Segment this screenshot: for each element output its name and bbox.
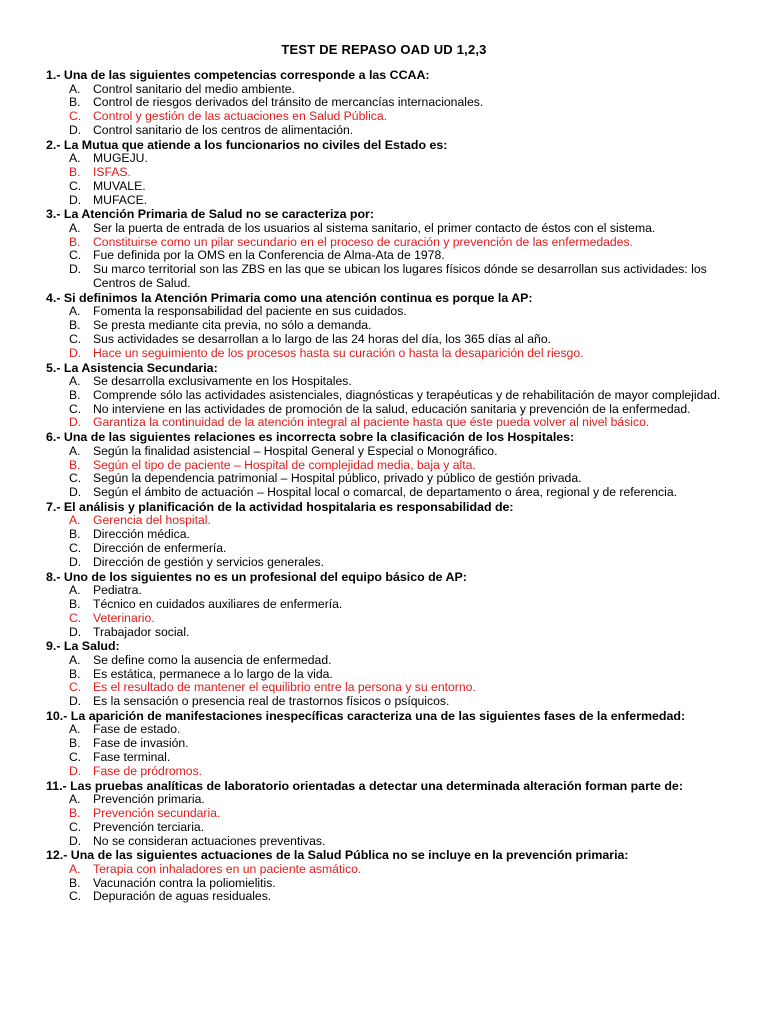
- answer-option: [46, 821, 736, 835]
- answer-option: [46, 598, 736, 612]
- answer-option: [46, 542, 736, 556]
- question-text: 12.- Una de las siguientes actuaciones de la Salud Pública no se incluye en la prevención primaria:: [46, 848, 629, 863]
- answer-option: [46, 263, 736, 291]
- question-block: [46, 500, 736, 570]
- option-letter: D.: [69, 122, 82, 137]
- question-text: 9.- La Salud:: [46, 639, 120, 654]
- option-letter: C.: [69, 109, 82, 124]
- option-letter: B.: [69, 736, 81, 751]
- option-text: Según la finalidad asistencial – Hospital General y Especial o Monográfico.: [93, 443, 498, 458]
- answer-option: [46, 528, 736, 542]
- question-text: 4.- Si definimos la Atención Primaria como una atención continua es porque la AP:: [46, 290, 533, 305]
- answer-option: [46, 222, 736, 236]
- question-block: [46, 68, 736, 138]
- answer-option: [46, 96, 736, 110]
- option-text: Según la dependencia patrimonial – Hospital público, privado y público de gestión privada.: [93, 471, 582, 486]
- option-letter: C.: [69, 401, 82, 416]
- option-letter: C.: [69, 819, 82, 834]
- option-letter: D.: [69, 415, 82, 430]
- option-text: Fase de estado.: [93, 722, 181, 737]
- answer-option-correct: [46, 416, 736, 430]
- answer-option-correct: [46, 514, 736, 528]
- answer-option: [46, 403, 736, 417]
- answer-option: [46, 389, 736, 403]
- option-text: Control sanitario del medio ambiente.: [93, 81, 295, 96]
- option-letter: B.: [69, 805, 81, 820]
- question-text: 3.- La Atención Primaria de Salud no se caracteriza por:: [46, 207, 374, 222]
- option-text: MUVALE.: [93, 178, 146, 193]
- answer-option: [46, 194, 736, 208]
- option-letter: D.: [69, 694, 82, 709]
- option-letter: D.: [69, 262, 82, 277]
- option-letter: A.: [69, 792, 81, 807]
- question-text: 6.- Una de las siguientes relaciones es incorrecta sobre la clasificación de los Hospitales:: [46, 430, 575, 445]
- option-text: Fomenta la responsabilidad del paciente en sus cuidados.: [93, 304, 407, 319]
- question-list: [46, 68, 736, 904]
- option-text: Ser la puerta de entrada de los usuarios al sistema sanitario, el primer contacto de éstos con el sistema.: [93, 220, 656, 235]
- answer-option: [46, 654, 736, 668]
- answer-option-correct: [46, 459, 736, 473]
- option-letter: A.: [69, 81, 81, 96]
- answer-option: [46, 319, 736, 333]
- option-text: Pediatra.: [93, 583, 142, 598]
- option-letter: C.: [69, 178, 82, 193]
- answer-option: [46, 668, 736, 682]
- answer-option: [46, 124, 736, 138]
- question-block: [46, 138, 736, 208]
- option-text: Técnico en cuidados auxiliares de enfermería.: [93, 596, 343, 611]
- option-letter: B.: [69, 666, 81, 681]
- option-letter: B.: [69, 596, 81, 611]
- option-letter: A.: [69, 443, 81, 458]
- option-text: Garantiza la continuidad de la atención integral al paciente hasta que éste pueda volver al nivel básico.: [93, 415, 650, 430]
- question-text: 8.- Uno de los siguientes no es un profesional del equipo básico de AP:: [46, 569, 467, 584]
- answer-option-correct: [46, 110, 736, 124]
- option-letter: D.: [69, 763, 82, 778]
- answer-option-correct: [46, 347, 736, 361]
- option-text: Trabajador social.: [93, 624, 190, 639]
- question-block: [46, 639, 736, 709]
- answer-option: [46, 83, 736, 97]
- option-text: ISFAS.: [93, 164, 131, 179]
- answer-option: [46, 751, 736, 765]
- question-block: [46, 779, 736, 849]
- answer-option: [46, 835, 736, 849]
- question-text: 11.- Las pruebas analíticas de laboratorio orientadas a detectar una determinada alteración forman parte de:: [46, 778, 683, 793]
- question-block: [46, 848, 736, 904]
- option-text: Según el tipo de paciente – Hospital de complejidad media, baja y alta.: [93, 457, 476, 472]
- option-text: No se consideran actuaciones preventivas.: [93, 833, 326, 848]
- answer-option: [46, 445, 736, 459]
- option-text: Prevención primaria.: [93, 792, 205, 807]
- answer-option: [46, 305, 736, 319]
- answer-option: [46, 556, 736, 570]
- option-text: Dirección de enfermería.: [93, 541, 227, 556]
- option-text: Prevención terciaria.: [93, 819, 205, 834]
- answer-option: [46, 472, 736, 486]
- answer-option: [46, 333, 736, 347]
- answer-option-correct: [46, 863, 736, 877]
- option-letter: B.: [69, 95, 81, 110]
- question-block: [46, 570, 736, 640]
- option-text: Vacunación contra la poliomielitis.: [93, 875, 276, 890]
- option-letter: C.: [69, 750, 82, 765]
- option-text: Fase de invasión.: [93, 736, 189, 751]
- option-text: Terapia con inhaladores en un paciente asmático.: [93, 861, 362, 876]
- option-text: Su marco territorial son las ZBS en las que se ubican los lugares físicos dónde se desarrollan sus actividades: los Centros de Salud.: [93, 262, 707, 291]
- question-text: 5.- La Asistencia Secundaria:: [46, 360, 218, 375]
- option-letter: D.: [69, 833, 82, 848]
- option-letter: A.: [69, 513, 81, 528]
- answer-option: [46, 793, 736, 807]
- question-block: [46, 207, 736, 290]
- answer-option-correct: [46, 681, 736, 695]
- option-text: Dirección médica.: [93, 527, 190, 542]
- answer-option-correct: [46, 236, 736, 250]
- option-text: MUGEJU.: [93, 151, 148, 166]
- option-text: Control sanitario de los centros de alimentación.: [93, 122, 354, 137]
- answer-option-correct: [46, 166, 736, 180]
- option-letter: B.: [69, 457, 81, 472]
- question-text: 7.- El análisis y planificación de la actividad hospitalaria es responsabilidad de:: [46, 499, 514, 514]
- option-text: Comprende sólo las actividades asistenciales, diagnósticas y terapéuticas y de rehabilitación de mayor complejidad.: [93, 387, 721, 402]
- option-letter: B.: [69, 875, 81, 890]
- answer-option-correct: [46, 765, 736, 779]
- option-letter: C.: [69, 610, 82, 625]
- option-text: Fase de pródromos.: [93, 763, 203, 778]
- option-letter: C.: [69, 541, 82, 556]
- question-block: [46, 291, 736, 361]
- answer-option: [46, 695, 736, 709]
- option-letter: C.: [69, 889, 82, 904]
- option-letter: A.: [69, 220, 81, 235]
- option-text: Hace un seguimiento de los procesos hasta su curación o hasta la desaparición del riesgo.: [93, 345, 584, 360]
- option-letter: A.: [69, 722, 81, 737]
- option-letter: A.: [69, 583, 81, 598]
- answer-option: [46, 152, 736, 166]
- question-block: [46, 430, 736, 500]
- option-text: Constituirse como un pilar secundario en el proceso de curación y prevención de las enfermedades.: [93, 234, 633, 249]
- page-title: TEST DE REPASO OAD UD 1,2,3: [281, 42, 487, 57]
- answer-option: [46, 180, 736, 194]
- option-letter: A.: [69, 304, 81, 319]
- answer-option: [46, 584, 736, 598]
- option-text: Es la sensación o presencia real de trastornos físicos o psíquicos.: [93, 694, 450, 709]
- option-text: Dirección de gestión y servicios generales.: [93, 554, 324, 569]
- option-letter: B.: [69, 234, 81, 249]
- answer-option: [46, 375, 736, 389]
- option-letter: A.: [69, 861, 81, 876]
- option-letter: B.: [69, 527, 81, 542]
- option-text: Depuración de aguas residuales.: [93, 889, 272, 904]
- option-letter: C.: [69, 471, 82, 486]
- option-letter: A.: [69, 374, 81, 389]
- option-letter: B.: [69, 318, 81, 333]
- answer-option: [46, 486, 736, 500]
- option-letter: B.: [69, 387, 81, 402]
- option-text: Se desarrolla exclusivamente en los Hospitales.: [93, 374, 352, 389]
- option-text: Veterinario.: [93, 610, 155, 625]
- question-block: [46, 709, 736, 779]
- answer-option: [46, 723, 736, 737]
- option-letter: D.: [69, 554, 82, 569]
- option-letter: D.: [69, 624, 82, 639]
- option-text: Fue definida por la OMS en la Conferencia de Alma-Ata de 1978.: [93, 248, 445, 263]
- option-letter: D.: [69, 485, 82, 500]
- option-text: MUFACE.: [93, 192, 148, 207]
- answer-option: [46, 890, 736, 904]
- option-text: Control y gestión de las actuaciones en Salud Pública.: [93, 109, 388, 124]
- answer-option: [46, 249, 736, 263]
- option-text: Prevención secundaria.: [93, 805, 221, 820]
- answer-option: [46, 626, 736, 640]
- option-text: Gerencia del hospital.: [93, 513, 211, 528]
- question-text: 10.- La aparición de manifestaciones inespecíficas caracteriza una de las siguientes fases de la enfermedad:: [46, 708, 686, 723]
- option-letter: A.: [69, 151, 81, 166]
- option-text: Se presta mediante cita previa, no sólo a demanda.: [93, 318, 372, 333]
- answer-option-correct: [46, 612, 736, 626]
- option-letter: A.: [69, 652, 81, 667]
- option-text: Es estática, permanece a lo largo de la vida.: [93, 666, 333, 681]
- answer-option-correct: [46, 807, 736, 821]
- option-letter: C.: [69, 331, 82, 346]
- option-text: Control de riesgos derivados del tránsito de mercancías internacionales.: [93, 95, 484, 110]
- option-letter: B.: [69, 164, 81, 179]
- option-text: Es el resultado de mantener el equilibrio entre la persona y su entorno.: [93, 680, 476, 695]
- option-text: Sus actividades se desarrollan a lo largo de las 24 horas del día, los 365 días al año.: [93, 331, 551, 346]
- option-letter: D.: [69, 192, 82, 207]
- option-text: No interviene en las actividades de promoción de la salud, educación sanitaria y prevención de la enfermedad.: [93, 401, 691, 416]
- question-text: 1.- Una de las siguientes competencias corresponde a las CCAA:: [46, 68, 430, 82]
- option-text: Se define como la ausencia de enfermedad.: [93, 652, 332, 667]
- option-letter: C.: [69, 680, 82, 695]
- answer-option: [46, 737, 736, 751]
- answer-option: [46, 877, 736, 891]
- option-text: Fase terminal.: [93, 750, 171, 765]
- option-letter: C.: [69, 248, 82, 263]
- option-text: Según el ámbito de actuación – Hospital local o comarcal, de departamento o área, regional y de referencia.: [93, 485, 677, 500]
- option-letter: D.: [69, 345, 82, 360]
- question-block: [46, 361, 736, 431]
- question-text: 2.- La Mutua que atiende a los funcionarios no civiles del Estado es:: [46, 137, 448, 152]
